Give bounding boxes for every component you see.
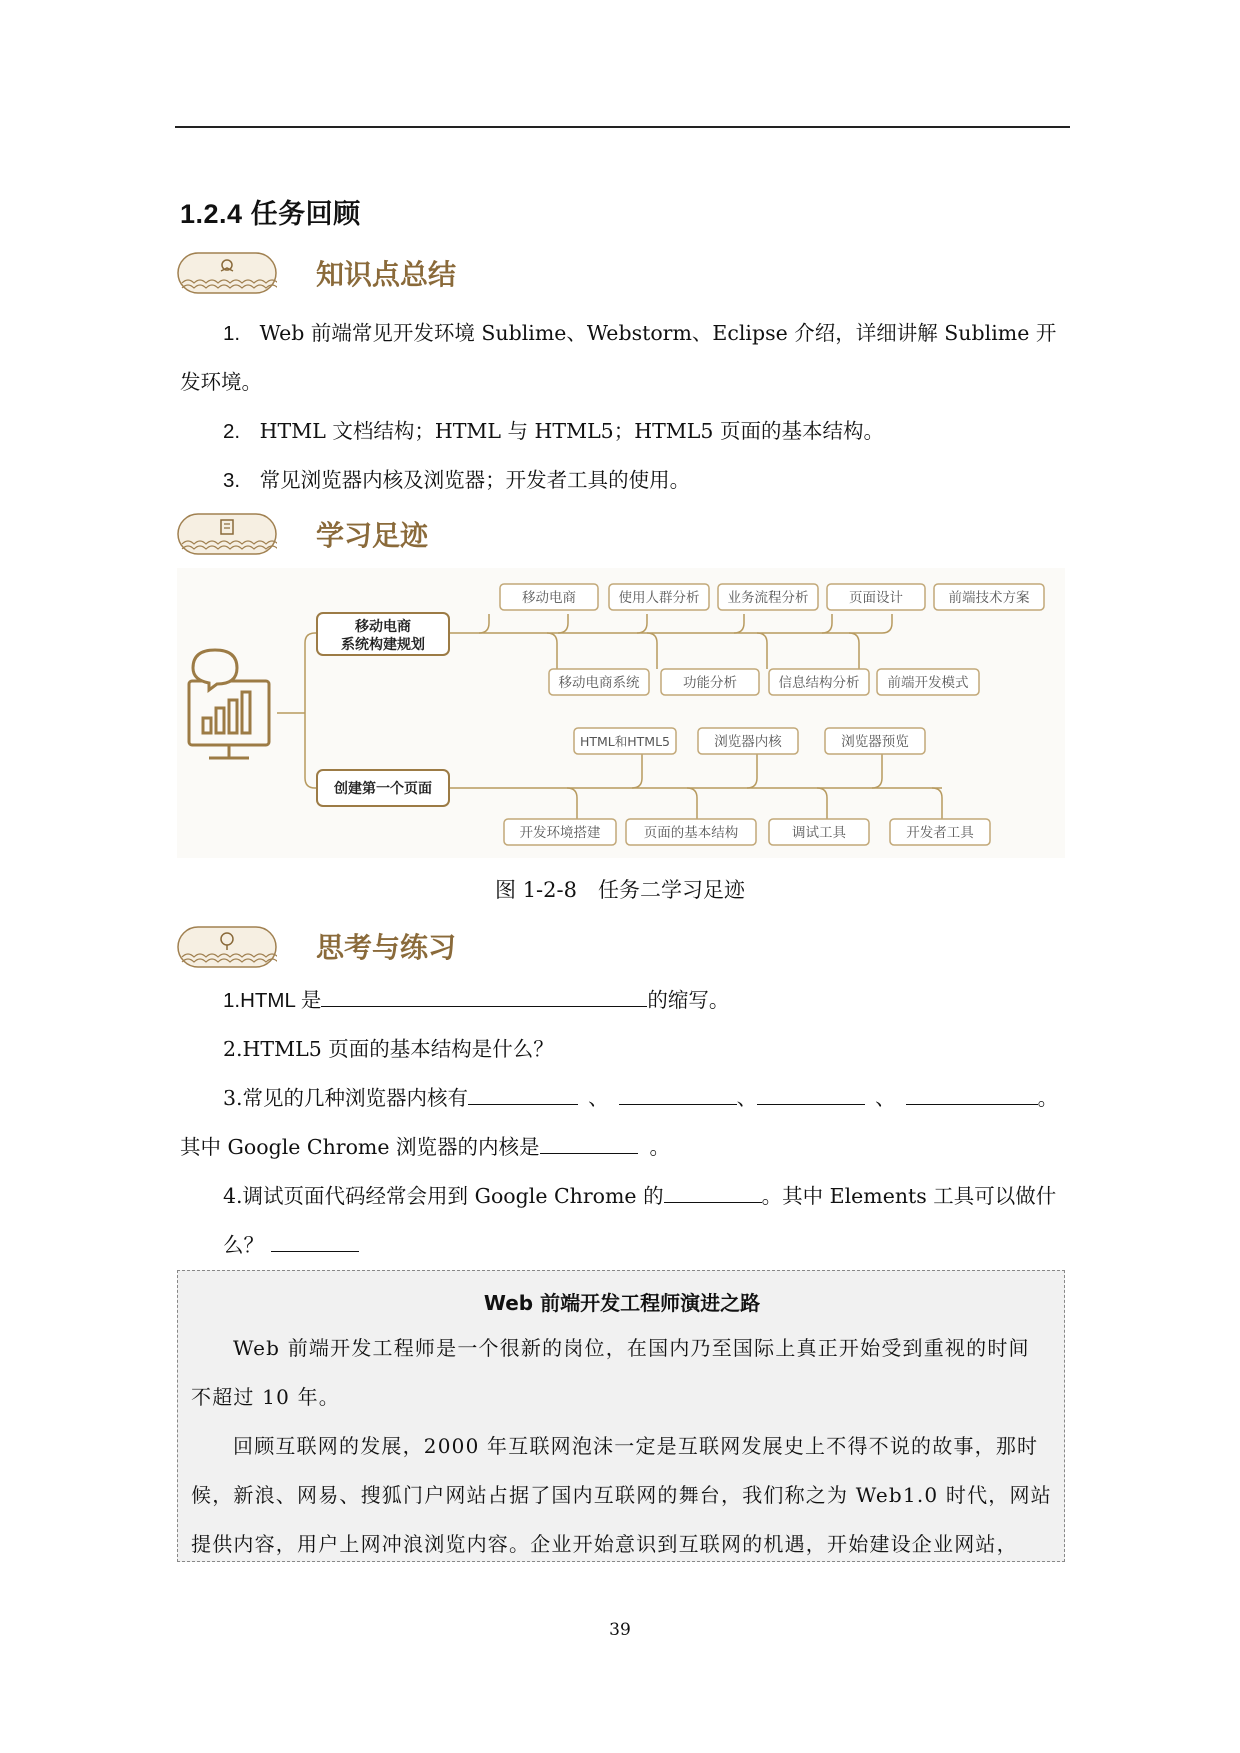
section-title: 任务回顾 (250, 199, 361, 229)
reading-p1-line1: Web 前端开发工程师是一个很新的岗位，在国内乃至国际上真正开始受到重视的时间 (233, 1336, 1030, 1360)
answer-blank[interactable] (906, 1086, 1038, 1105)
reading-title: Web 前端开发工程师演进之路 (483, 1291, 761, 1315)
footprint-badge-icon (177, 512, 277, 556)
node1-line1: 移动电商 (355, 619, 411, 635)
leaf-bottom-1: 功能分析 (683, 675, 737, 691)
reading-p2-line3: 提供内容，用户上网冲浪浏览内容。企业开始意识到互联网的机遇，开始建设企业网站， (191, 1532, 1018, 1556)
leaf-bottom-3: 前端开发模式 (887, 675, 969, 691)
question-4: 4.调试页面代码经常会用到 Google Chrome 的 。其中 Elements 工具可以做什 (223, 1184, 1057, 1208)
header-rule (175, 126, 1070, 128)
exercise-badge-icon (177, 925, 277, 969)
node2-label: 创建第一个页面 (334, 781, 432, 797)
leaf-browser-kernel: 浏览器内核 (714, 734, 782, 750)
knowledge-item-1-cont: 发环境。 (180, 370, 262, 394)
answer-blank[interactable] (619, 1086, 737, 1105)
page-number: 39 (609, 1620, 631, 1640)
leaf-dev-tools: 开发者工具 (906, 825, 974, 841)
leaf-html: HTML和HTML5 (579, 734, 671, 749)
exercise-title: 思考与练习 (316, 931, 457, 964)
knowledge-item-3: 3. 常见浏览器内核及浏览器；开发者工具的使用。 (223, 468, 691, 492)
leaf-bottom-2: 信息结构分析 (778, 675, 860, 691)
knowledge-item-2: 2. HTML 文档结构；HTML 与 HTML5；HTML5 页面的基本结构。 (223, 419, 884, 443)
leaf-page-structure: 页面的基本结构 (643, 825, 739, 841)
leaf-top-1: 使用人群分析 (618, 590, 700, 606)
knowledge-title: 知识点总结 (316, 258, 457, 291)
answer-blank[interactable] (468, 1086, 578, 1105)
learning-footprint-diagram (177, 568, 1065, 858)
section-heading (180, 192, 361, 231)
leaf-debug-tools: 调试工具 (792, 825, 846, 841)
answer-blank[interactable] (540, 1135, 638, 1154)
knowledge-badge-icon (177, 251, 277, 295)
leaf-bottom-0: 移动电商系统 (558, 675, 640, 691)
reading-p2-line2: 候，新浪、网易、搜狐门户网站占据了国内互联网的舞台，我们称之为 Web1.0 时代，网站 (191, 1483, 1052, 1507)
leaf-top-2: 业务流程分析 (727, 590, 809, 606)
leaf-browser-preview: 浏览器预览 (841, 734, 909, 750)
section-number: 1.2.4 (180, 199, 243, 229)
leaf-top-4: 前端技术方案 (948, 590, 1030, 606)
question-4-cont: 么？ (223, 1233, 359, 1257)
answer-blank[interactable] (321, 988, 647, 1007)
question-2: 2.HTML5 页面的基本结构是什么？ (223, 1037, 554, 1061)
node1-line2: 系统构建规划 (341, 637, 425, 653)
question-3-cont: 其中 Google Chrome 浏览器的内核是 。 (180, 1135, 671, 1159)
leaf-top-0: 移动电商 (522, 590, 576, 606)
reading-box (177, 1270, 1065, 1562)
question-3: 3.常见的几种浏览器内核有 、 、 、 。 (223, 1086, 1059, 1110)
reading-p1-line2: 不超过 10 年。 (191, 1385, 340, 1409)
leaf-dev-env: 开发环境搭建 (519, 825, 601, 841)
node-mobile-commerce-planning (317, 613, 449, 655)
answer-blank[interactable] (757, 1086, 865, 1105)
leaf-top-3: 页面设计 (849, 590, 903, 606)
answer-blank[interactable] (271, 1233, 359, 1252)
knowledge-item-1: 1. Web 前端常见开发环境 Sublime、Webstorm、Eclipse 介绍，详细讲解 Sublime 开 (223, 321, 1057, 345)
answer-blank[interactable] (664, 1184, 762, 1203)
question-1: 1.HTML 是 的缩写。 (223, 988, 730, 1012)
reading-p2-line1: 回顾互联网的发展，2000 年互联网泡沫一定是互联网发展史上不得不说的故事，那时 (233, 1434, 1039, 1458)
node-create-first-page (317, 770, 449, 806)
footprint-title: 学习足迹 (316, 519, 429, 552)
figure-caption: 图 1-2-8 任务二学习足迹 (495, 878, 745, 902)
